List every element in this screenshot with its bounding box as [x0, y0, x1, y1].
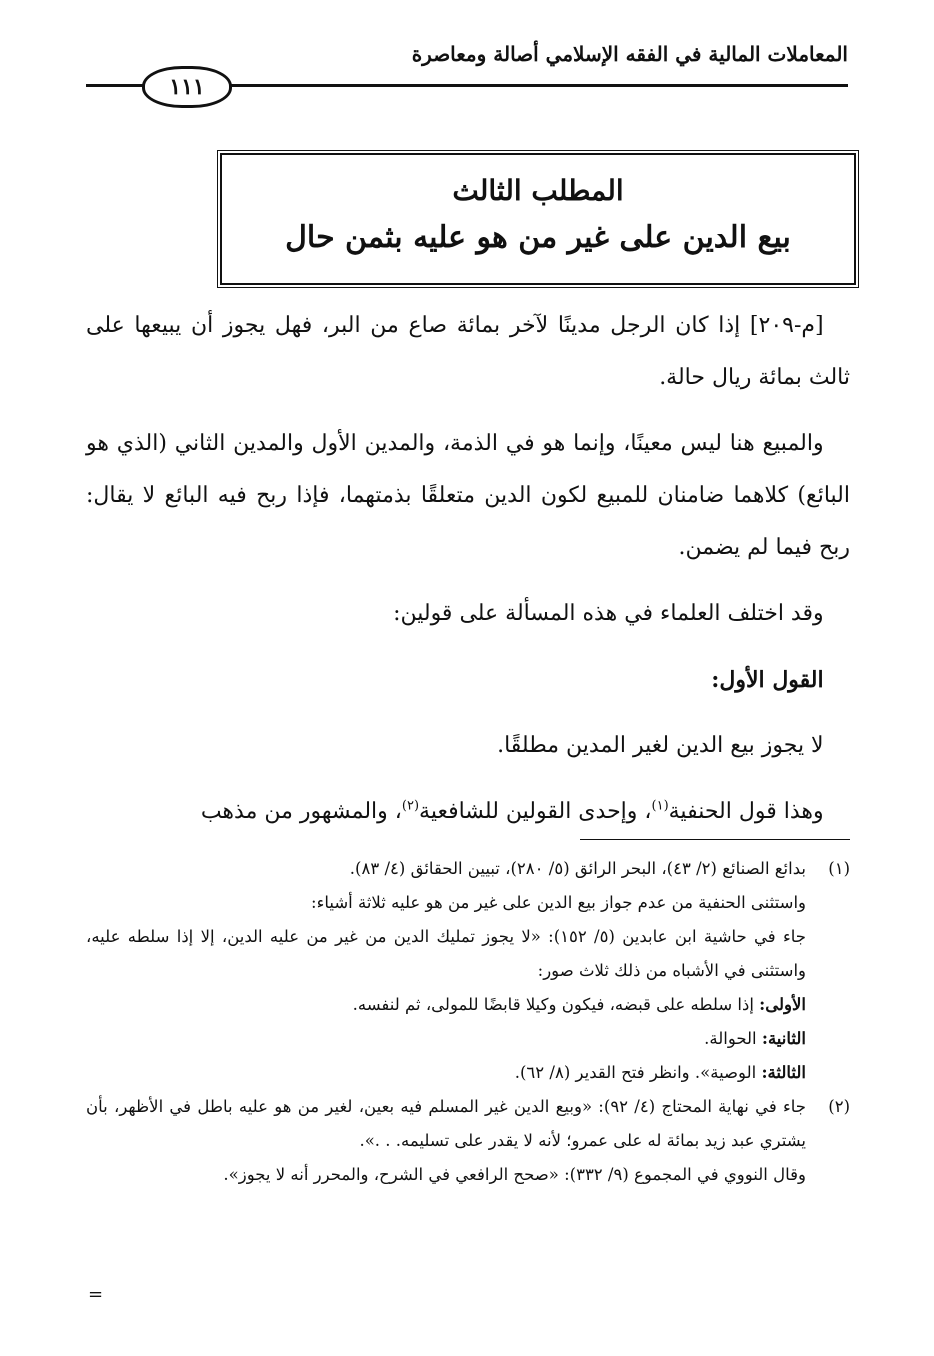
footnote-2-line-1: جاء في نهاية المحتاج (٤/ ٩٢): «وبيع الدين غير المسلم فيه بعين، لغير من هو عليه باطل في الأظهر، بأن يشتري عبد زيد بمائة له على عمرو؛ لأنه لا يقدر على تسليمه. . .».	[86, 1097, 806, 1150]
footnote-1-line-2: واستثنى الحنفية من عدم جواز بيع الدين على غير من هو عليه ثلاثة أشياء:	[311, 893, 806, 912]
footnote-separator	[580, 839, 850, 840]
footnote-ref-1: (١)	[651, 798, 669, 814]
page-number: ١١١	[142, 66, 232, 108]
paragraph-5	[86, 786, 850, 838]
paragraph-5-part-a: وهذا قول الحنفية	[668, 799, 824, 824]
running-title: المعاملات المالية في الفقه الإسلامي أصالة ومعاصرة	[411, 42, 848, 66]
first-opinion-heading: القول الأول:	[711, 667, 824, 693]
footnote-2	[86, 1090, 850, 1192]
footnote-1-text-third: الوصية». وانظر فتح القدير (٨/ ٦٢).	[514, 1063, 762, 1082]
paragraph-1: [م-٢٠٩] إذا كان الرجل مدينًا لآخر بمائة صاع من البر، فهل يجوز أن يبيعها على ثالث بمائة ريال حالة.	[86, 313, 850, 390]
footnote-1-line-5	[86, 1022, 806, 1056]
footnote-ref-2: (٢)	[401, 798, 420, 814]
footnote-1	[86, 852, 850, 1090]
footnote-1-text-second: الحوالة.	[704, 1029, 762, 1048]
section-subtitle: بيع الدين على غير من هو عليه بثمن حال	[285, 220, 791, 255]
continuation-mark: =	[88, 1284, 104, 1305]
section-title: المطلب الثالث	[452, 174, 624, 207]
footnote-1-text-first: إذا سلطه على قبضه، فيكون وكيلا قابضًا للمولى، ثم لنفسه.	[352, 995, 760, 1014]
footnote-1-line-3: جاء في حاشية ابن عابدين (٥/ ١٥٢): «لا يجوز تمليك الدين من غير من عليه الدين، إلا إذا سلطه عليه، واستثنى في الأشباه من ذلك ثلاث صور:	[86, 927, 806, 980]
main-text	[86, 300, 850, 852]
footnote-1-label-third: الثالثة:	[761, 1063, 806, 1082]
footnote-1-line-4	[86, 988, 806, 1022]
paragraph-5-part-c: ، والمشهور من مذهب	[200, 799, 402, 824]
paragraph-5-part-b: ، وإحدى القولين للشافعية	[419, 799, 652, 824]
paragraph-3: وقد اختلف العلماء في هذه المسألة على قولين:	[393, 601, 824, 626]
section-title-box	[220, 153, 856, 285]
footnote-2-line-2: وقال النووي في المجموع (٩/ ٣٣٢): «صحح الرافعي في الشرح، والمحرر أنه لا يجوز».	[223, 1165, 806, 1184]
footnote-2-number: (٢)	[828, 1097, 850, 1116]
paragraph-2: والمبيع هنا ليس معينًا، وإنما هو في الذمة، والمدين الأول والمدين الثاني (الذي هو البائع) كلاهما ضامنان للمبيع لكون الدين متعلقًا بذمتهما، فإذا ربح فيه البائع لا يقال: ربح فيما لم يضمن.	[86, 431, 850, 560]
footnote-1-line-1: بدائع الصنائع (٢/ ٤٣)، البحر الرائق (٥/ ٢٨٠)، تبيين الحقائق (٤/ ٨٣).	[349, 859, 806, 878]
footnote-1-line-6	[86, 1056, 806, 1090]
footnote-1-label-second: الثانية:	[761, 1029, 806, 1048]
footnote-1-label-first: الأولى:	[759, 995, 806, 1014]
footnotes	[86, 852, 850, 1192]
paragraph-4: لا يجوز بيع الدين لغير المدين مطلقًا.	[497, 733, 824, 758]
footnote-1-number: (١)	[828, 859, 850, 878]
